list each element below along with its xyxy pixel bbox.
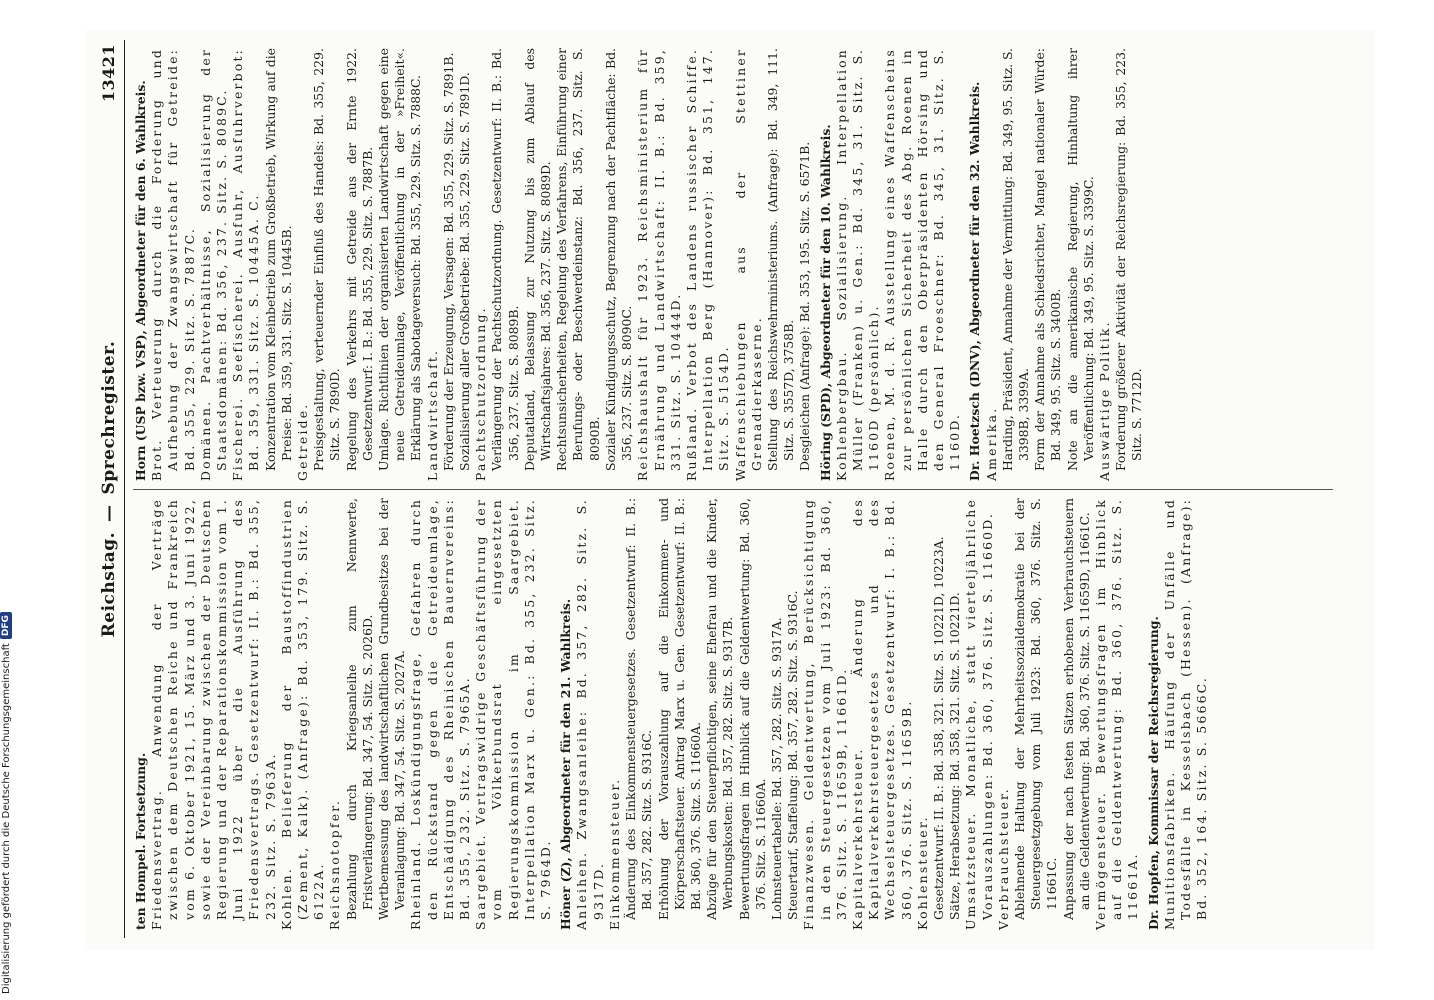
register-subentry: Anleihen. Zwangsanleihe: Bd. 357, 282. Sitz. S. 9317D. (574, 498, 606, 930)
register-subentry: Sätze, Herabsetzung: Bd. 358, 321. Sitz. S. 10221D. (947, 592, 963, 920)
rotated-page-content (85, 30, 1375, 950)
register-subentry: Wertbemessung des landwirtschaftlichen Grundbesitzes bei der Veranlagung: Bd. 347, 54. Sitz. S. 2027A. (376, 498, 408, 920)
register-subentry: Kapitalverkehrsteuer. Änderung des Kapitalverkehrsteuergesetzes und des Wechselsteuergesetzes. Gesetzentwurf: I. B.: Bd. 360, 376. Sitz. S. 11659B. (849, 498, 914, 930)
register-subentry: Verlängerung der Pachtschutzordnung. Gesetzentwurf: II. B.: Bd. 356, 237. Sitz. S. 8089B. (489, 48, 521, 471)
register-subentry: Rechtsunsicherheiten, Regelung des Verfahrens, Einführung einer Berufungs- oder Beschwerdeinstanz: Bd. 356, 237. Sitz. S. 8090B. (554, 48, 602, 471)
register-subentry: Brot. Verteuerung durch die Forderung und Aufhebung der Zwangswirtschaft für Getreide: Bd. 355, 229. Sitz. S. 7887C. (149, 48, 197, 481)
register-speaker-entry: Dr. Hoetzsch (DNV), Abgeordneter für den 32. Wahlkreis. (967, 81, 983, 481)
register-subentry: Munitionsfabriken. Häufung der Unfälle und Todesfälle in Kesselsbach (Hessen). (Anfrage): Bd. 352, 164. Sitz. S. 5666C. (1161, 498, 1210, 930)
dfg-logo: DFG (0, 612, 12, 639)
register-subentry: Konzentration vom Kleinbetrieb zum Großbetrieb, Wirkung auf die Preise: Bd. 359, 331. Sitz. S. 10445B. (262, 48, 294, 471)
register-subentry: Landwirtschaft. (424, 348, 440, 481)
register-speaker-entry: Höner (Z), Abgeordneter für den 21. Wahlkreis. (558, 598, 574, 930)
register-subentry: Pachtschutzordnung. (473, 306, 489, 481)
register-speaker-entry: Horn (USP bzw. VSP), Abgeordneter für den 6. Wahlkreis. (133, 80, 148, 481)
register-subentry: Deputatland, Belassung zur Nutzung bis zum Ablauf des Wirtschaftsjahres: Bd. 356, 237. Sitz. S. 8089D. (521, 48, 554, 471)
register-speaker-entry: Höring (SPD), Abgeordneter für den 10. Wahlkreis. (817, 124, 833, 481)
register-subentry: Umsatzsteuer. Monatliche, statt vierteljährliche Vorauszahlungen: Bd. 360, 376. Sitz. S. 11660D. (963, 498, 995, 930)
register-subentry: Forderung größerer Aktivität der Reichsregierung: Bd. 355, 223. Sitz. S. 7712D. (1113, 48, 1145, 471)
register-subentry: Reichshaushalt für 1923. Reichsministerium für Ernährung und Landwirtschaft: II. B.: Bd. 359, 331. Sitz. S. 10444D. (635, 48, 683, 481)
register-subentry: Reichsnotopfer. (327, 798, 343, 930)
register-subentry: Harding, Präsident, Annahme der Vermittlung: Bd. 349, 95. Sitz. S. 3398B, 3399A. (999, 48, 1031, 471)
register-subentry: Lohnsteuertabelle: Bd. 357, 282. Sitz. S. 9317A. (768, 617, 784, 920)
register-subentry: Steuertarif, Staffelung: Bd. 357, 282. Sitz. S. 9316C. (785, 590, 801, 920)
running-head (99, 40, 125, 938)
register-subentry: Bezahlung durch Kriegsanleihe zum Nennwerte, Fristverlängerung: Bd. 347, 54. Sitz. S. 2026D. (343, 498, 375, 920)
register-subentry: Saargebiet. Vertragswidrige Geschäftsführung der vom Völkerbundsrat eingesetzten Regierungskommission im Saargebiet. Interpellation Marx u. Gen.: Bd. 355, 232. Sitz. S. 7964D. (473, 498, 554, 930)
register-subentry: Stellung des Reichswehrministeriums. (Anfrage): Bd. 349, 111. Sitz. S. 3557D, 3758B. (764, 48, 797, 471)
left-column (133, 489, 1333, 938)
running-head-dash: — (99, 504, 119, 522)
register-subentry: Finanzwesen. Geldentwertung, Berücksichtigung in den Steuergesetzen vom Juli 1923: Bd. 360, 376. Sitz. S. 11659B, 11661D. (801, 498, 849, 930)
scanned-page (85, 30, 1375, 950)
register-subentry: Umlage. Richtlinien der organisierten Landwirtschaft gegen eine neue Getreideumlage, Veröffentlichung in der »Freiheit«. Erklärung als Sabotageversuch: Bd. 355, 229. Sitz. S. 7888C. (376, 48, 424, 471)
register-subentry: Änderung des Einkommensteuergesetzes. Gesetzentwurf: II. B.: Bd. 357, 282. Sitz. S. 9316C. (623, 498, 655, 920)
register-subentry: Kohlenbergbau. Sozialisierung. Interpellation Müller (Franken) u. Gen.: Bd. 345, 31. Sitz. S. 1160D (persönlich). (833, 48, 882, 481)
running-head-right: Sprechregister. (99, 340, 119, 495)
register-subentry: Fischerei. Seefischerei. Ausfuhr, Ausfuhrverbot: Bd. 359, 331. Sitz. S. 10445A. C. (230, 48, 262, 481)
register-subentry: Amerika. (983, 406, 999, 481)
register-subentry: Note an die amerikanische Regierung, Hinhaltung ihrer Veröffentlichung: Bd. 349, 95. Sitz. S. 3399C. (1064, 48, 1096, 471)
register-subentry: Abzüge für den Steuerpflichtigen, seine Ehefrau und die Kinder, Werbungskosten: Bd. 357, 282. Sitz. S. 9317B. (704, 498, 736, 920)
footer-text: Digitalisierung gefördert durch die Deutsche Forschungsgemeinschaft (0, 643, 12, 994)
running-head-left: Reichstag. (99, 531, 119, 638)
register-subentry: Getreide. (295, 402, 311, 481)
register-subentry: Ablehnende Haltung der Mehrheitssozialdemokratie bei der Steuergesetzgebung vom Juli 1923: Bd. 360, 376. Sitz. S. 11661C. (1011, 498, 1060, 920)
register-subentry: Kohlen. Belieferung der Baustoffindustrien (Zement, Kalk). (Anfrage): Bd. 353, 179. Sitz. S. 6122A. (278, 498, 327, 930)
register-subentry: Desgleichen (Anfrage): Bd. 353, 195. Sitz. S. 6571B. (797, 141, 813, 471)
register-subentry: Anpassung der nach festen Sätzen erhobenen Verbrauchsteuern an die Geldentwertung: Bd. 360, 376. Sitz. S. 11659D, 11661C. (1060, 498, 1092, 920)
register-subentry: Preisgestaltung, verteuernder Einfluß des Handels: Bd. 355, 229. Sitz. S. 7890D. (311, 48, 343, 471)
register-subentry: Friedensvertrag. Anwendung der Verträge zwischen dem Deutschen Reiche und Frankreich vom 6. Oktober 1921, 15. März und 3. Juni 1922, sowie der Vereinbarung zwischen der Deutschen Regierung und der Reparationskommission vom 1. Juni 1922 über die Ausführung des Friedensvertrags. Gesetzentwurf: II. B.: Bd. 355, 232. Sitz. S. 7963A. (149, 498, 278, 930)
register-subentry: Erhöhung der Vorauszahlung auf die Einkommen- und Körperschaftsteuer. Antrag Marx u. Gen. Gesetzentwurf: II. B.: Bd. 360, 376. Sitz. S. 11660A. (655, 498, 703, 920)
register-subentry: Rußland. Verbot des Landens russischer Schiffe. Interpellation Berg (Hannover): Bd. 351, 147. Sitz. S. 5154D. (683, 48, 732, 481)
register-subentry: Förderung der Erzeugung, Versagen: Bd. 355, 229. Sitz. S. 7891B. (440, 52, 456, 471)
register-subentry: Verbrauchsteuer. (995, 787, 1011, 930)
register-subentry: Kohlensteuer. (914, 815, 930, 930)
register-subentry: Auswärtige Politik. (1096, 320, 1112, 481)
register-subentry: Waffenschiebungen aus der Stettiner Grenadierkaserne. (732, 48, 764, 481)
register-subentry: Form der Annahme als Schiedsrichter, Mangel nationaler Würde: Bd. 349, 95. Sitz. S. 3400B. (1032, 48, 1064, 471)
register-subentry: Roenen, M. d. R. Ausstellung eines Waffenscheins zur persönlichen Sicherheit des Abg. Roenen in Halle durch den Oberpräsidenten Hörsing und den General Froeschner: Bd. 345, 31. Sitz. S. 1160D. (882, 48, 963, 481)
register-subentry: Gesetzentwurf: II. B.: Bd. 358, 321. Sitz. S. 10221D, 10223A. (930, 536, 946, 920)
register-subentry: Rheinland. Loskündigungsfrage, Gefahren durch den Rückstand gegen die Getreideumlage, Entschädigung des Rheinischen Bauernvereins: Bd. 355, 232. Sitz. S. 7965A. (408, 498, 473, 930)
register-subentry: Bewertungsfragen im Hinblick auf die Geldentwertung: Bd. 360, 376. Sitz. S. 11660A. (736, 498, 768, 920)
register-subentry: Regelung des Verkehrs mit Getreide aus der Ernte 1922. Gesetzentwurf: I. B.: Bd. 355, 229. Sitz. S. 7887B. (343, 48, 375, 471)
page-number: 13421 (99, 44, 118, 103)
register-subentry: Sozialisierung aller Großbetriebe: Bd. 355, 229. Sitz. S. 7891D. (457, 72, 473, 471)
right-column (133, 40, 1333, 489)
register-subentry: Sozialer Kündigungsschutz, Begrenzung nach der Pachtfläche: Bd. 356, 237. Sitz. S. 8090C. (602, 48, 635, 471)
register-subentry: Domänen. Pachtverhältnisse, Sozialisierung der Staatsdomänen: Bd. 356, 237. Sitz. S. 8089C. (197, 48, 230, 481)
two-column-body (133, 40, 1333, 938)
register-speaker-entry: ten Hompel. Fortsetzung. (133, 752, 148, 930)
register-subentry: Einkommensteuer. (606, 777, 622, 930)
register-speaker-entry: Dr. Hopfen, Kommissar der Reichsregierung. (1145, 616, 1161, 930)
digitization-footer (0, 574, 12, 994)
register-subentry: Vermögensteuer. Bewertungsfragen im Hinblick auf die Geldentwertung: Bd. 360, 376. Sitz. S. 11661A. (1092, 498, 1141, 930)
